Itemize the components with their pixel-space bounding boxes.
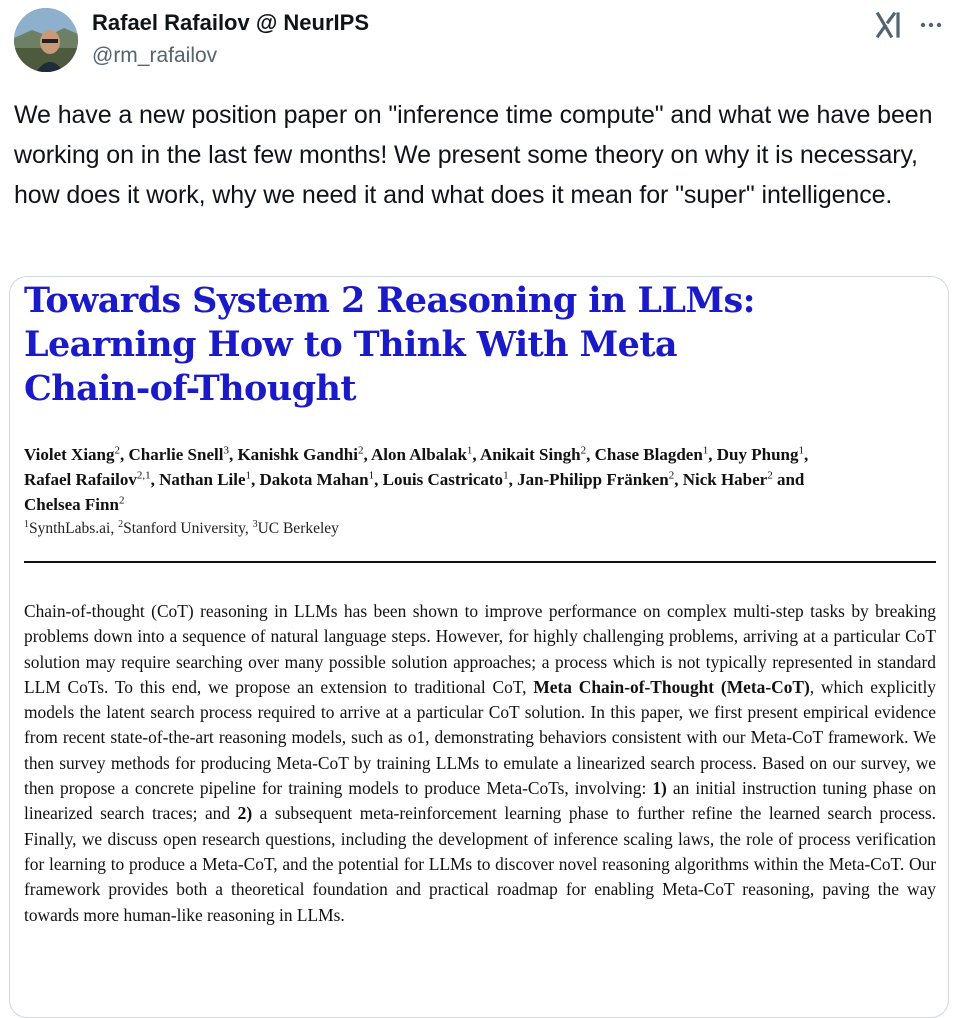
avatar-photo xyxy=(14,8,78,72)
paper-title-line-2: Learning How to Think With Meta xyxy=(24,324,677,365)
grok-icon xyxy=(874,11,904,39)
author-entry: Dakota Mahan$^1$, xyxy=(259,469,383,489)
tweet-text: We have a new position paper on "inference time compute" and what we have been working on in the last few months! We present some theory on why it is necessary, how does it work, why we need it and what does it mean for "super" intelligence. xyxy=(14,101,933,209)
author-entry: Charlie Snell$^3$, xyxy=(128,444,238,464)
author-entry: Violet Xiang$^2$, xyxy=(24,444,129,464)
author-handle[interactable]: @rm_rafailov xyxy=(92,44,218,67)
paper-abstract: Chain-of-thought (CoT) reasoning in LLMs has been shown to improve performance on complex multi-step tasks by breaking problems down into a sequence of natural language steps. However, for highly challenging problems, arriving at a particular CoT solution may require searching over many possible solution approaches; a process which is not typically represented in standard LLM CoTs. To this end, we propose an extension to traditional CoT, Meta Chain-of-Thought (Meta-CoT), which explicitly models the latent search process required to arrive at a particular CoT solution. In this paper, we first present empirical evidence from recent state-of-the-art reasoning models, such as o1, demonstrating behaviors consistent with our Meta-CoT framework. We then survey methods for producing Meta-CoT by training LLMs to emulate a linearized search process. Based on our survey, we then propose a concrete pipeline for training models to produce Meta-CoTs, involving: 1) an initial instruction tuning phase on linearized search traces; and 2) a subsequent meta-reinforcement learning phase to further refine the learned search process. Finally, we discuss open research questions, including the development of inference scaling laws, the role of process verification for learning to produce a Meta-CoT, and the potential for LLMs to discover novel reasoning algorithms within the Meta-CoT. Our framework provides both a theoretical foundation and practical roadmap for enabling Meta-CoT reasoning, paving the way towards more human-like reasoning in LLMs. xyxy=(24,601,937,925)
author-name-row xyxy=(92,9,369,37)
author-entry: Anikait Singh$^2$, xyxy=(479,444,595,464)
author-entry: Kanishk Gandhi$^2$, xyxy=(237,444,371,464)
grok-button[interactable] xyxy=(872,8,906,42)
more-options-button[interactable] xyxy=(914,8,948,42)
more-icon xyxy=(919,13,943,37)
author-entry: Chase Blagden$^1$, xyxy=(594,444,717,464)
paper-affiliations: $^1$SynthLabs.ai, $^2$Stanford University, $^3$UC Berkeley xyxy=(24,518,339,537)
author-entry: Nathan Lile$^1$, xyxy=(159,469,260,489)
author-entry: Alon Albalak$^1$, xyxy=(371,444,480,464)
paper-title-line-3: Chain-of-Thought xyxy=(24,368,356,409)
paper-authors xyxy=(24,442,934,517)
author-entry: Rafael Rafailov$^{2,1}$, xyxy=(24,469,160,489)
author-entry: Duy Phung$^1$, xyxy=(716,444,809,464)
author-entry: Jan-Philipp Fränken$^2$, xyxy=(517,469,683,489)
paper-page xyxy=(10,277,948,1017)
paper-divider xyxy=(24,561,936,563)
author-entry: Nick Haber$^2$ and xyxy=(682,469,805,489)
tweet-media-image[interactable] xyxy=(9,276,949,1018)
author-entry: Chelsea Finn$^2$ xyxy=(24,494,125,514)
display-name[interactable]: Rafael Rafailov @ NeurIPS xyxy=(92,10,369,35)
paper-title-line-1: Towards System 2 Reasoning in LLMs: xyxy=(24,280,755,321)
author-entry: Louis Castricato$^1$, xyxy=(382,469,518,489)
avatar[interactable] xyxy=(14,8,78,72)
paper-title xyxy=(24,279,924,411)
